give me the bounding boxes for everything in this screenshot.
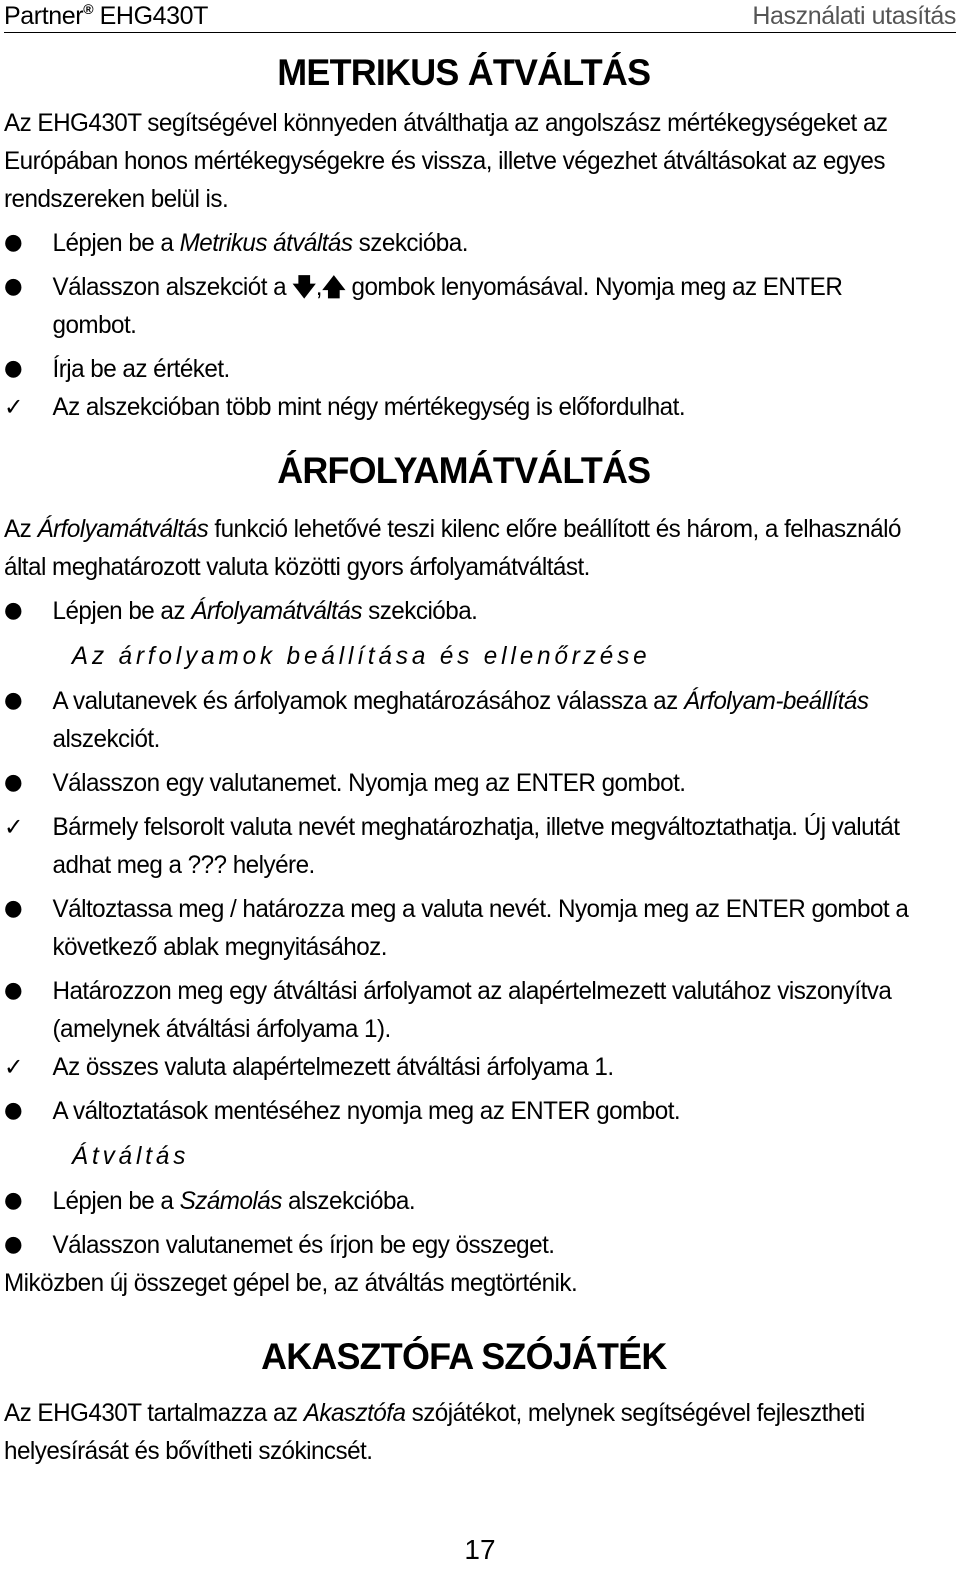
text: Bármely felsorolt valuta nevét meghatározhatja, illetve megváltoztathatja. Új valutát adhat meg a ??? helyére. <box>52 813 900 879</box>
product-name: Partner <box>4 2 84 30</box>
emphasis: Árfolyamátváltás <box>37 515 209 543</box>
metric-step-1 <box>4 224 924 262</box>
header-product <box>4 0 208 32</box>
section-title-hangman: AKASZTÓFA SZÓJÁTÉK <box>261 1336 667 1377</box>
currency-step-5 <box>4 972 924 1048</box>
bullet-icon: ● <box>4 274 23 299</box>
page-number: 17 <box>464 1534 496 1565</box>
currency-step-2 <box>4 682 924 758</box>
bullet-icon: ● <box>4 770 23 795</box>
text: Válasszon egy valutanemet. Nyomja meg az ENTER gombot. <box>52 769 686 797</box>
metric-note-1 <box>4 388 924 426</box>
currency-step-6 <box>4 1092 924 1130</box>
text: szójátékot, melynek segítségével fejlesztheti helyesírását és bővítheti szókincsét. <box>4 1399 865 1465</box>
check-icon: ✓ <box>4 393 23 421</box>
text: Lépjen be a <box>52 229 180 257</box>
emphasis: Akasztófa <box>303 1399 406 1427</box>
emphasis: Metrikus átváltás <box>179 229 353 257</box>
bullet-icon: ● <box>4 896 23 921</box>
text: alszekciót. <box>52 725 160 753</box>
emphasis: Számolás <box>179 1187 282 1215</box>
bullet-icon: ● <box>4 688 23 713</box>
bullet-icon: ● <box>4 598 23 623</box>
currency-note-2 <box>4 1048 924 1086</box>
arrow-up-icon: 🡅 <box>321 273 346 301</box>
hangman-intro <box>4 1394 924 1470</box>
text: A valutanevek és árfolyamok meghatározásához válassza az <box>52 687 684 715</box>
text: Az összes valuta alapértelmezett átváltási árfolyama 1. <box>52 1053 614 1081</box>
arrow-down-icon: 🡇 <box>292 273 316 301</box>
currency-step-8 <box>4 1226 924 1264</box>
section-title-currency: ÁRFOLYAMÁTVÁLTÁS <box>277 450 651 491</box>
page-header <box>4 0 956 33</box>
text: Az <box>4 515 38 543</box>
page-content <box>4 44 924 1470</box>
text: Válasszon valutanemet és írjon be egy összeget. <box>52 1231 555 1259</box>
text: , <box>315 273 322 301</box>
currency-step-4 <box>4 890 924 966</box>
text: szekcióba. <box>361 597 478 625</box>
text: A változtatások mentéséhez nyomja meg az ENTER gombot. <box>52 1097 681 1125</box>
currency-step-1 <box>4 592 924 630</box>
text: szekcióba. <box>352 229 468 257</box>
metric-step-2 <box>4 268 924 344</box>
header-doc-type: Használati utasítás <box>752 2 956 30</box>
emphasis: Árfolyamátváltás <box>191 597 362 625</box>
text: alszekcióba. <box>281 1187 416 1215</box>
currency-step-3 <box>4 764 924 802</box>
subheading-conversion: Átváltás <box>71 1142 190 1170</box>
registered-mark: ® <box>83 1 94 17</box>
bullet-icon: ● <box>4 1232 23 1257</box>
subheading-rate-settings: Az árfolyamok beállítása és ellenőrzése <box>71 642 651 670</box>
text: Határozzon meg egy átváltási árfolyamot az alapértelmezett valutához viszonyítva (amelynek átváltási árfolyama 1). <box>52 977 892 1043</box>
currency-step-7 <box>4 1182 924 1220</box>
text: Válasszon alszekciót a <box>52 273 293 301</box>
bullet-icon: ● <box>4 230 23 255</box>
text: Változtassa meg / határozza meg a valuta nevét. Nyomja meg az ENTER gombot a következő ablak megnyitásához. <box>52 895 909 961</box>
text: Írja be az értéket. <box>52 355 230 383</box>
text: funkció lehetővé teszi kilenc előre beállított és három, a felhasználó által meghatározott valuta közötti gyors árfolyamátváltást. <box>4 515 901 581</box>
bullet-icon: ● <box>4 1188 23 1213</box>
text: Az alszekcióban több mint négy mértékegység is előfordulhat. <box>52 393 686 421</box>
text: Lépjen be az <box>52 597 192 625</box>
metric-intro: Az EHG430T segítségével könnyeden átválthatja az angolszász mértékegységeket az Európában honos mértékegységekre és vissza, illetve végezhet átváltásokat az egyes rendszereken belül is. <box>4 109 888 213</box>
bullet-icon: ● <box>4 978 23 1003</box>
section-title-metric: METRIKUS ÁTVÁLTÁS <box>277 52 651 93</box>
bullet-icon: ● <box>4 1098 23 1123</box>
text: Az EHG430T tartalmazza az <box>4 1399 304 1427</box>
text: Lépjen be a <box>52 1187 180 1215</box>
currency-intro <box>4 510 924 586</box>
bullet-icon: ● <box>4 356 23 381</box>
currency-note-1 <box>4 808 924 884</box>
currency-outro: Miközben új összeget gépel be, az átváltás megtörténik. <box>4 1269 578 1297</box>
model-name: EHG430T <box>93 2 209 30</box>
check-icon: ✓ <box>4 813 23 841</box>
check-icon: ✓ <box>4 1053 23 1081</box>
emphasis: Árfolyam-beállítás <box>683 687 869 715</box>
metric-step-3 <box>4 350 924 388</box>
text: gombok lenyomásával. Nyomja meg az ENTER gombot. <box>52 273 843 339</box>
